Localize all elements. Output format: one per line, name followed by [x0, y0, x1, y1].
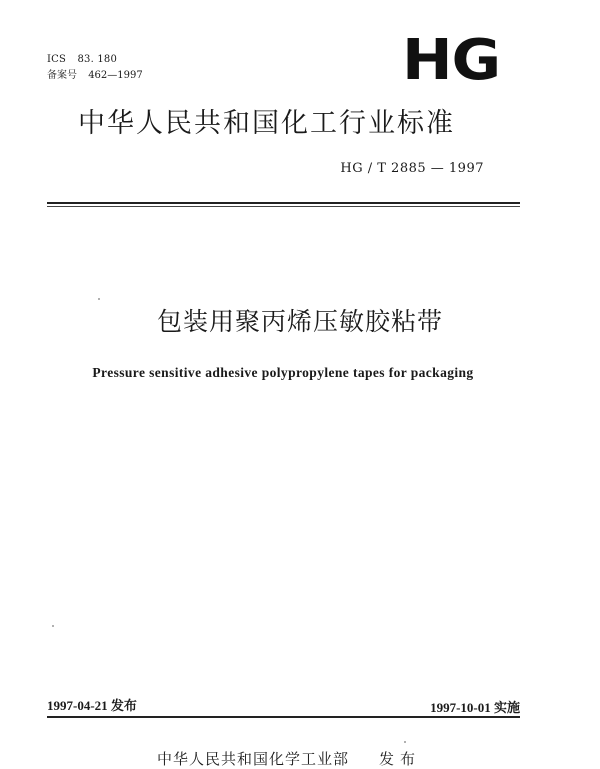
ics-code: 83. 180 [77, 54, 118, 65]
publisher-name: 中华人民共和国化学工业部 [157, 750, 350, 768]
header-divider-thin [47, 206, 520, 207]
organization-title: 中华人民共和国化工行业标准 [78, 108, 455, 139]
record-label: 备案号 [47, 70, 77, 81]
document-title-en: Pressure sensitive adhesive polypropylene tapes for packaging [92, 365, 474, 380]
ics-label: ICS [47, 54, 67, 65]
footer-divider [47, 716, 520, 718]
issue-date: 1997-04-21 发布 [47, 698, 137, 713]
header-divider-thick [47, 202, 520, 204]
implementation-date: 1997-10-01 实施 [430, 700, 520, 715]
standard-number: HG / T 2885 — 1997 [340, 161, 484, 176]
document-title-cn: 包装用聚丙烯压敏胶粘带 [156, 307, 443, 336]
record-number: 462—1997 [88, 70, 143, 81]
ics-line [47, 54, 117, 66]
hg-logo: HG [402, 28, 501, 93]
scan-speck [52, 625, 54, 627]
scan-speck [404, 741, 406, 743]
publish-action: 发布 [379, 750, 422, 768]
publisher-line [157, 748, 421, 769]
scan-speck [98, 298, 100, 300]
record-line [47, 70, 143, 82]
